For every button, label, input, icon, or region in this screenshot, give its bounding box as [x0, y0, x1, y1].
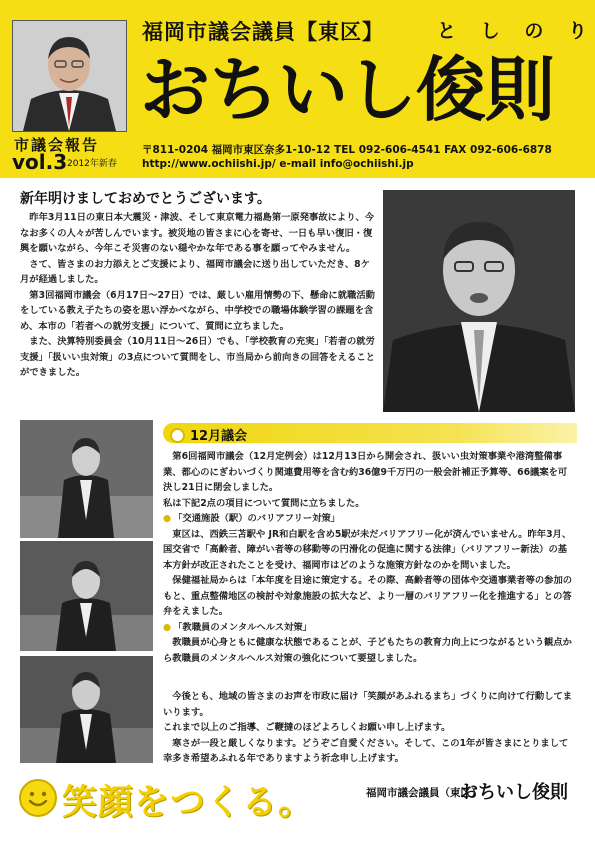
session-lead: 第6回福岡市議会（12月定例会）は12月13日から開会され、扱いい虫対策事業や港湾整備事業、都心のにぎわいづくり関連費用等を含む約36億9千万円の一般会計補正予算等、66議案を可決し21日に閉会しました。 [163, 451, 568, 493]
topic-text: 東区は、西鉄三苫駅や JR和白駅を含め5駅が未だバリアフリー化が済んでいません。昨年3月、国交省で「高齢者、障がい者等の移動等の円滑化の促進に関する法律」（バリアフリー新法）の基本方針が改正されたことを受け、福岡市はどのような施策方針なのかを問いました。 [163, 528, 572, 571]
session-lead-2: 私は下記2点の項目について質問に立ちました。 [163, 497, 365, 509]
topic-text: 保健福祉局からは「本年度を目途に策定する。その際、高齢者等の団体や交通事業者等の参加のもと、重点整備地区の検討や対象施設の拡大など、より一層のバリアフリー化を推進する」との答弁をえました。 [163, 575, 573, 617]
heading-bullet-icon [170, 428, 185, 443]
intro-paragraph: さて、皆さまのお力添えとご支援により、福岡市議会に送り出していただき、8ケ月が経過しました。 [20, 258, 370, 285]
smile-icon [19, 779, 57, 817]
session-report [163, 449, 575, 666]
speech-photo [383, 190, 575, 412]
new-year-greeting: 新年明けましておめでとうございます。 [20, 191, 271, 207]
closing-line: 今後とも、地域の皆さまのお声を市政に届け「笑顔があふれるまち」づくりに向けて行動してまいります。 [163, 691, 573, 718]
footer-member-title: 福岡市議会議員（東区） [366, 787, 482, 799]
member-title: 福岡市議会議員【東区】 [142, 20, 384, 44]
topic-text: 教職員が心身ともに健康な状態であることが、子どもたちの教育力向上につながるという観点から教職員のメンタルヘルス対策の強化について要望しました。 [163, 637, 572, 664]
intro-paragraph: また、決算特別委員会（10月11日〜26日）でも、「学校教育の充実」「若者の就労支援」「扱いい虫対策」の3点について質問をし、市当局から前向きの回答をえることができました。 [20, 336, 375, 378]
slogan: 笑顔をつくる。 [62, 783, 315, 823]
reading-char: と [437, 20, 457, 42]
topic-heading: ● 「交通施設（駅）のバリアフリー対策」 [163, 511, 575, 527]
portrait-photo [12, 20, 127, 132]
reading-char: し [480, 20, 500, 42]
name-reading [437, 16, 587, 43]
intro-paragraph: 昨年3月11日の東日本大震災・津波、そして東京電力福島第一原発事故により、今なお多くの人々が苦しんでいます。被災地の皆さまに心を寄せ、一日も早い復旧・復興を願いながら、今年こそ災害のない穏やかな年である事を願ってやみません。 [20, 212, 375, 254]
assembly-photo-1 [20, 420, 153, 538]
candidate-name: おちいし俊則 [140, 49, 554, 131]
section-title: 12月議会 [190, 429, 248, 444]
reading-char: の [524, 20, 544, 42]
report-label: 市議会報告 [14, 136, 100, 154]
closing-line: 寒さが一段と厳しくなります。どうぞご自愛ください。そして、この1年が皆さまにとりまして幸多き希望あふれる年でありますよう祈念申し上げます。 [163, 737, 569, 764]
assembly-photo-2 [20, 541, 153, 651]
volume-label: vol.3 [12, 150, 68, 174]
contact-web[interactable]: http://www.ochiishi.jp/ e-mail info@ochiishi.jp [142, 158, 414, 170]
issue-label: 2012年新春 [67, 159, 117, 169]
topic-heading: ● 「教職員のメンタルヘルス対策」 [163, 620, 575, 636]
contact-address: 〒811-0204 福岡市東区奈多1-10-12 TEL 092-606-4541 FAX 092-606-6878 [142, 144, 552, 156]
assembly-photo-3 [20, 656, 153, 763]
intro-paragraph: 第3回福岡市議会（6月17日〜27日）では、厳しい雇用情勢の下、懸命に就職活動をしている教え子たちの姿を思い浮かべながら、中学校での職場体験学習の課題を含め、本市の「若者への就労支援」について、質問に立ちました。 [20, 289, 375, 332]
intro-text [20, 210, 375, 381]
closing-message [163, 689, 575, 767]
reading-char: り [567, 20, 587, 42]
closing-line: これまで以上のご指導、ご鞭撻のほどよろしくお願い申し上げます。 [163, 722, 451, 733]
footer-name: おちいし俊則 [460, 782, 568, 803]
